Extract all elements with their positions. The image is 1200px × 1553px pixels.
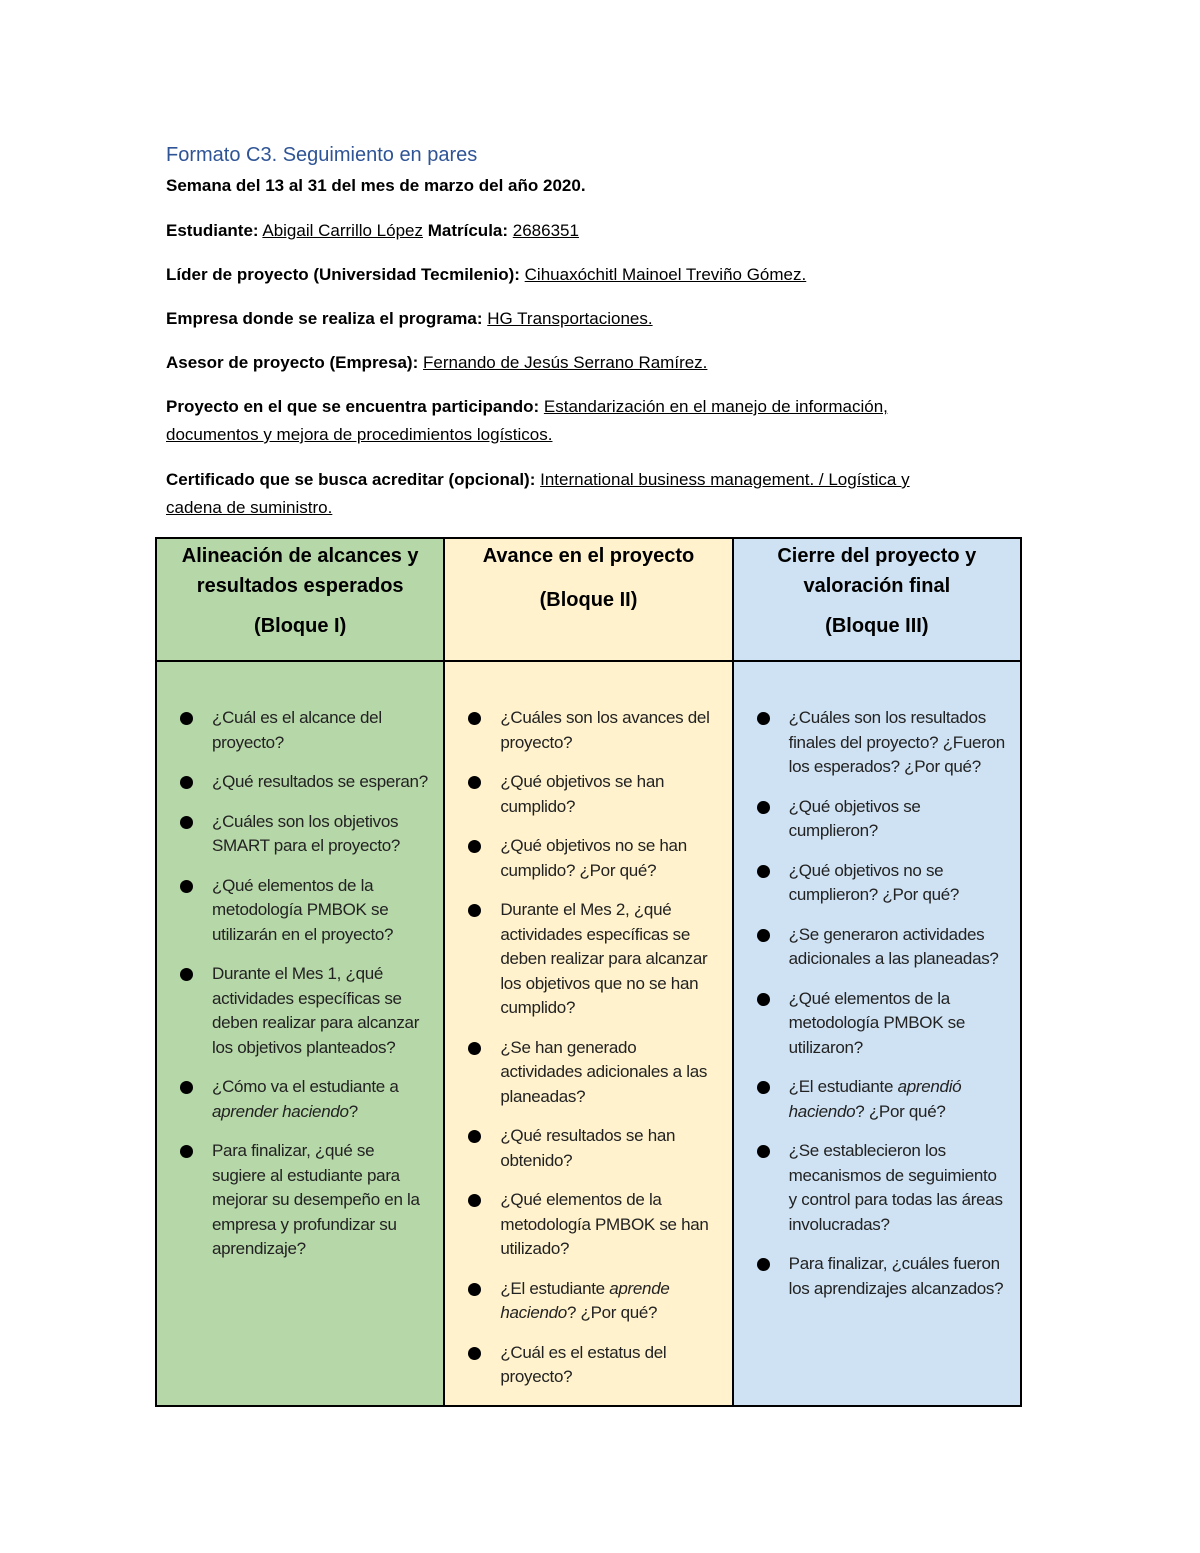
list-item: [465, 1341, 719, 1390]
list-item: [465, 1124, 719, 1173]
list-item: [754, 795, 1008, 844]
bullet-icon: [180, 712, 193, 725]
student-line: [166, 217, 1016, 245]
bullet-icon: [757, 929, 770, 942]
question-text: ¿Cuál es el alcance del proyecto?: [212, 708, 382, 752]
block-2-questions: [445, 662, 731, 1390]
block-1-title-2: resultados esperados: [196, 575, 404, 597]
block-1-title-1: Alineación de alcances y: [181, 545, 419, 567]
week-line: [166, 172, 1016, 200]
student-label: Estudiante:: [166, 221, 259, 240]
block-1-questions: [157, 662, 443, 1262]
advisor-line: [166, 349, 1016, 377]
block-1-body: [156, 661, 444, 1406]
list-item: [177, 1139, 431, 1262]
company-value: HG Transportaciones.: [487, 309, 653, 328]
bullet-icon: [757, 993, 770, 1006]
question-text: ¿Qué elementos de la metodología PMBOK se utilizaron?: [788, 988, 966, 1057]
project-line: [166, 393, 1016, 449]
question-text: Para finalizar, ¿qué se sugiere al estudiante para mejorar su desempeño en la empresa y profundizar su aprendizaje?: [212, 1141, 420, 1258]
bullet-icon: [468, 840, 481, 853]
question-text: ¿Qué elementos de la metodología PMBOK se utilizarán en el proyecto?: [212, 875, 394, 944]
list-item: [177, 810, 431, 859]
question-text: ¿Cuál es el estatus del proyecto?: [500, 1342, 667, 1386]
bullet-icon: [468, 776, 481, 789]
bullet-icon: [757, 865, 770, 878]
project-value-1: Estandarización en el manejo de información,: [543, 397, 888, 416]
project-value-2: documentos y mejora de procedimientos logísticos.: [166, 425, 553, 444]
advisor-label: Asesor de proyecto (Empresa):: [166, 353, 419, 372]
list-item: [465, 1036, 719, 1110]
block-2-body: [444, 661, 732, 1406]
question-text: ¿Qué resultados se esperan?: [212, 772, 428, 791]
bullet-icon: [180, 776, 193, 789]
list-item: [754, 859, 1008, 908]
question-text: ¿Cuáles son los resultados finales del proyecto? ¿Fueron los esperados? ¿Por qué?: [788, 708, 1005, 776]
question-text: Para finalizar, ¿cuáles fueron los aprendizajes alcanzados?: [788, 1254, 1004, 1298]
question-text-end: ? ¿Por qué?: [855, 1101, 946, 1121]
bullet-icon: [757, 712, 770, 725]
leader-label: Líder de proyecto (Universidad Tecmilenio):: [166, 265, 520, 284]
list-item: [465, 706, 719, 755]
list-item: [754, 1075, 1008, 1124]
question-text: ¿Cuáles son los objetivos SMART para el proyecto?: [212, 811, 401, 855]
question-text: ¿Qué objetivos se han cumplido?: [500, 772, 665, 816]
question-text: ¿Se generaron actividades adicionales a las planeadas?: [788, 924, 999, 968]
list-item: [465, 1188, 719, 1262]
question-emphasis: aprender haciendo: [212, 1101, 349, 1121]
bullet-icon: [180, 816, 193, 829]
block-3-questions: [734, 662, 1020, 1301]
question-text: ¿Se han generado actividades adicionales a las planeadas?: [500, 1037, 708, 1106]
company-line: [166, 305, 1016, 333]
block-3-body: [733, 661, 1021, 1406]
bullet-icon: [468, 1347, 481, 1360]
question-emphasis: aprende haciendo: [500, 1278, 670, 1322]
question-text: ¿Qué objetivos no se han cumplido? ¿Por qué?: [500, 836, 687, 880]
question-text: ¿El estudiante: [500, 1278, 610, 1298]
question-text: ¿Qué resultados se han obtenido?: [500, 1126, 676, 1170]
bullet-icon: [468, 1194, 481, 1207]
bullet-icon: [180, 968, 193, 981]
list-item: [754, 1139, 1008, 1237]
list-item: [177, 770, 431, 795]
question-text: ¿Cuáles son los avances del proyecto?: [500, 708, 710, 752]
blocks-table: [155, 537, 1022, 1407]
list-item: [465, 770, 719, 819]
bullet-icon: [757, 801, 770, 814]
bullet-icon: [180, 880, 193, 893]
blocks-header-row: [156, 538, 1021, 661]
block-2-title-1: Avance en el proyecto: [482, 545, 695, 567]
student-value: Abigail Carrillo López: [262, 221, 423, 240]
list-item: [465, 1277, 719, 1326]
certificate-value-2: cadena de suministro.: [166, 498, 333, 517]
block-3-title-2: valoración final: [803, 575, 951, 597]
certificate-line: [166, 466, 1016, 522]
block-3-title-1: Cierre del proyecto y: [777, 545, 977, 567]
document-title: Formato C3. Seguimiento en pares: [166, 144, 478, 166]
blocks-body-row: [156, 661, 1021, 1406]
block-2-label: (Bloque II): [539, 589, 638, 611]
list-item: [177, 706, 431, 755]
question-text: ¿El estudiante: [788, 1077, 898, 1096]
list-item: [177, 1075, 431, 1124]
block-3-header: [733, 538, 1021, 661]
bullet-icon: [180, 1145, 193, 1158]
bullet-icon: [757, 1145, 770, 1158]
question-text: Durante el Mes 1, ¿qué actividades específicas se deben realizar para alcanzar los objetivos planteados?: [212, 964, 420, 1057]
question-text: ¿Se establecieron los mecanismos de seguimiento y control para todas las áreas involucradas?: [788, 1141, 1003, 1234]
question-text: Durante el Mes 2, ¿qué actividades específicas se deben realizar para alcanzar los objetivos que no se han cumplido?: [500, 900, 708, 1017]
week-text: Semana del 13 al 31 del mes de marzo del año 2020.: [166, 176, 586, 195]
bullet-icon: [180, 1081, 193, 1094]
block-2-header: [444, 538, 732, 661]
question-text-end: ? ¿Por qué?: [566, 1303, 658, 1322]
question-emphasis: aprendió haciendo: [788, 1077, 962, 1121]
bullet-icon: [468, 712, 481, 725]
certificate-label: Certificado que se busca acreditar (opcional):: [166, 470, 536, 489]
question-text: ¿Qué objetivos se cumplieron?: [788, 796, 921, 840]
bullet-icon: [468, 1283, 481, 1296]
bullet-icon: [468, 1130, 481, 1143]
company-label: Empresa donde se realiza el programa:: [166, 309, 483, 328]
certificate-value-1: International business management. / Logística y: [540, 470, 910, 489]
matricula-value: 2686351: [512, 221, 579, 240]
bullet-icon: [468, 1042, 481, 1055]
question-text-end: ?: [348, 1101, 358, 1121]
list-item: [754, 706, 1008, 780]
bullet-icon: [757, 1258, 770, 1271]
advisor-value: Fernando de Jesús Serrano Ramírez.: [422, 353, 708, 372]
list-item: [177, 962, 431, 1060]
bullet-icon: [757, 1081, 770, 1094]
question-text: ¿Qué elementos de la metodología PMBOK se han utilizado?: [500, 1190, 709, 1258]
project-label: Proyecto en el que se encuentra participando:: [166, 397, 540, 416]
list-item: [754, 923, 1008, 972]
list-item: [754, 1252, 1008, 1301]
matricula-label: Matrícula:: [427, 221, 509, 240]
block-1-header: [156, 538, 444, 661]
block-1-label: (Bloque I): [254, 615, 347, 637]
list-item: [177, 874, 431, 948]
leader-value: Cihuaxóchitl Mainoel Treviño Gómez.: [524, 265, 807, 284]
list-item: [465, 834, 719, 883]
block-3-label: (Bloque III): [825, 615, 929, 637]
leader-line: [166, 261, 1016, 289]
list-item: [465, 898, 719, 1021]
question-text: ¿Cómo va el estudiante a: [212, 1077, 399, 1096]
bullet-icon: [468, 904, 481, 917]
list-item: [754, 987, 1008, 1061]
question-text: ¿Qué objetivos no se cumplieron? ¿Por qué?: [788, 860, 960, 904]
